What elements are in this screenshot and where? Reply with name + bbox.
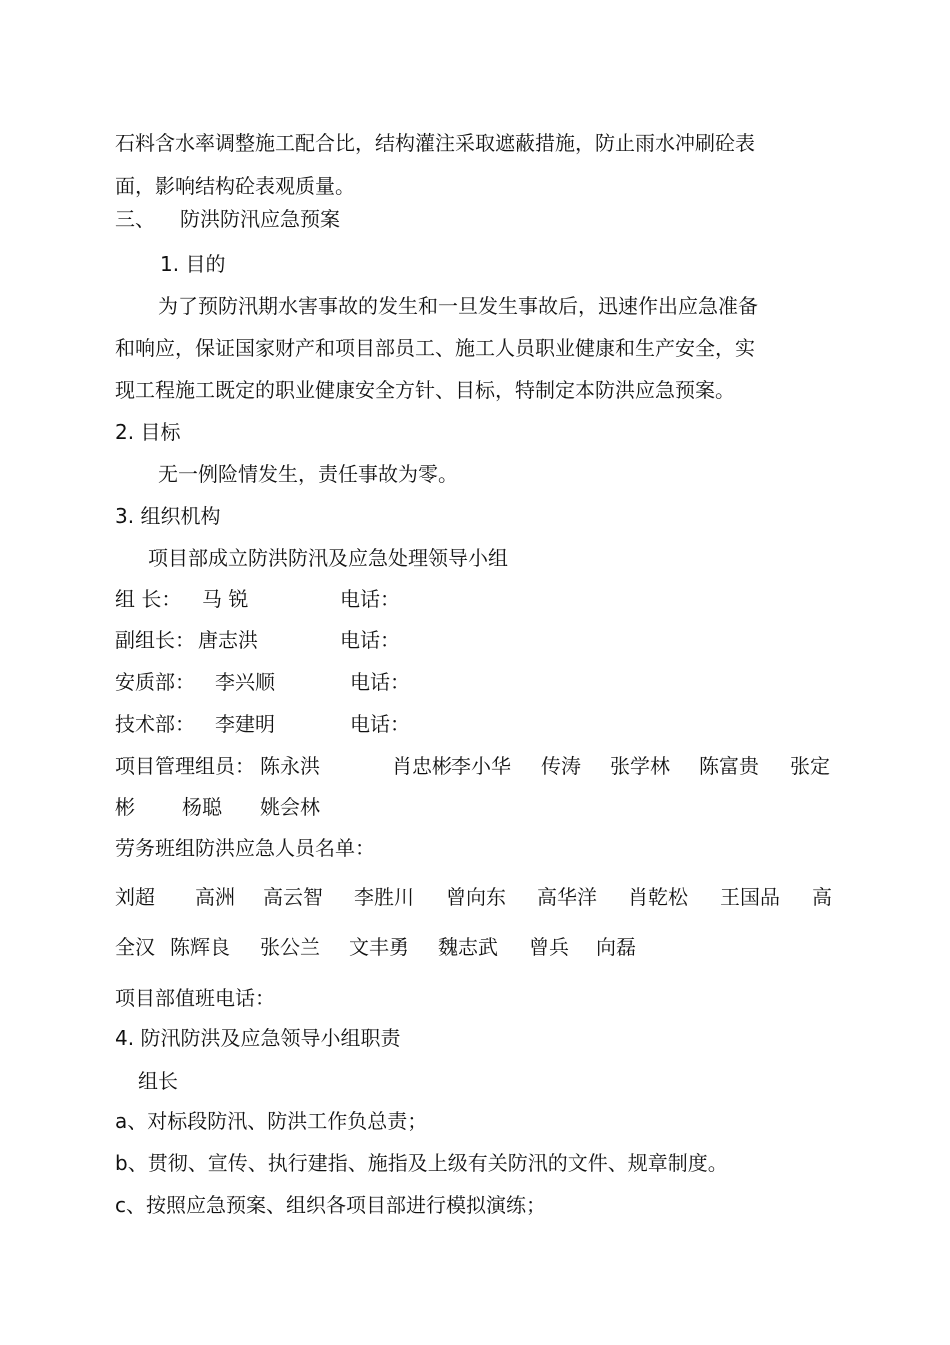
intro-line-1: 石料含水率调整施工配合比，结构灌注采取遮蔽措施，防止雨水冲刷砼表 xyxy=(115,131,755,155)
labor-name: 张公兰 xyxy=(260,935,320,959)
leader-name: 马 锐 xyxy=(202,587,249,611)
intro-line-2: 面，影响结构砼表观质量。 xyxy=(115,174,355,198)
labor-label: 劳务班组防洪应急人员名单： xyxy=(115,836,375,860)
section-number: 三、 xyxy=(115,207,155,231)
item-1-heading: 1. 目的 xyxy=(160,252,226,276)
labor-name: 高云智 xyxy=(263,885,323,909)
item-4-c: c、按照应急预案、组织各项目部进行模拟演练； xyxy=(115,1193,546,1217)
member-name: 李小华 xyxy=(451,754,511,778)
item-2-text: 无一例险情发生，责任事故为零。 xyxy=(158,462,458,486)
member-name: 杨聪 xyxy=(182,795,222,819)
member-name: 陈富贵 xyxy=(699,754,759,778)
leader-label: 组 长： xyxy=(115,587,182,611)
member-name: 陈永洪 xyxy=(260,754,320,778)
labor-name: 向磊 xyxy=(596,935,636,959)
tech-label: 技术部： xyxy=(115,712,195,736)
labor-name: 曾兵 xyxy=(529,935,569,959)
item-3-intro: 项目部成立防洪防汛及应急处理领导小组 xyxy=(148,546,508,570)
item-3-heading: 3. 组织机构 xyxy=(115,504,221,528)
item-4-sub: 组长 xyxy=(138,1069,178,1093)
tech-name: 李建明 xyxy=(215,712,275,736)
item-4-a: a、对标段防汛、防洪工作负总责； xyxy=(115,1109,428,1133)
tech-phone-label: 电话： xyxy=(350,712,410,736)
labor-name: 魏志武 xyxy=(438,935,498,959)
deputy-phone-label: 电话： xyxy=(340,628,400,652)
deputy-name: 唐志洪 xyxy=(198,628,258,652)
labor-name: 曾向东 xyxy=(446,885,506,909)
labor-name: 全汉 xyxy=(115,935,155,959)
item-4-heading: 4. 防汛防洪及应急领导小组职责 xyxy=(115,1026,401,1050)
item-2-heading: 2. 目标 xyxy=(115,420,181,444)
member-name: 传涛 xyxy=(541,754,581,778)
members-label: 项目管理组员： xyxy=(115,754,255,778)
deputy-label: 副组长： xyxy=(115,628,195,652)
member-name: 肖忠彬 xyxy=(392,754,452,778)
item-4-b: b、贯彻、宣传、执行建指、施指及上级有关防汛的文件、规章制度。 xyxy=(115,1151,728,1175)
item-1-line-3: 现工程施工既定的职业健康安全方针、目标，特制定本防洪应急预案。 xyxy=(115,378,735,402)
member-name: 张定 xyxy=(790,754,830,778)
labor-name: 王国品 xyxy=(720,885,780,909)
duty-phone: 项目部值班电话： xyxy=(115,986,275,1010)
item-1-line-2: 和响应，保证国家财产和项目部员工、施工人员职业健康和生产安全，实 xyxy=(115,336,755,360)
member-name: 彬 xyxy=(115,795,135,819)
item-1-line-1: 为了预防汛期水害事故的发生和一旦发生事故后，迅速作出应急准备 xyxy=(158,294,758,318)
labor-name: 高洲 xyxy=(195,885,235,909)
labor-name: 文丰勇 xyxy=(349,935,409,959)
labor-name: 陈辉良 xyxy=(170,935,230,959)
labor-name: 肖乾松 xyxy=(628,885,688,909)
labor-name: 高华洋 xyxy=(537,885,597,909)
leader-phone-label: 电话： xyxy=(340,587,400,611)
section-title: 防洪防汛应急预案 xyxy=(180,207,340,231)
labor-name: 李胜川 xyxy=(354,885,414,909)
safety-label: 安质部： xyxy=(115,670,195,694)
labor-name: 刘超 xyxy=(115,885,155,909)
labor-name: 高 xyxy=(812,885,832,909)
safety-name: 李兴顺 xyxy=(215,670,275,694)
member-name: 姚会林 xyxy=(260,795,320,819)
member-name: 张学林 xyxy=(610,754,670,778)
safety-phone-label: 电话： xyxy=(350,670,410,694)
